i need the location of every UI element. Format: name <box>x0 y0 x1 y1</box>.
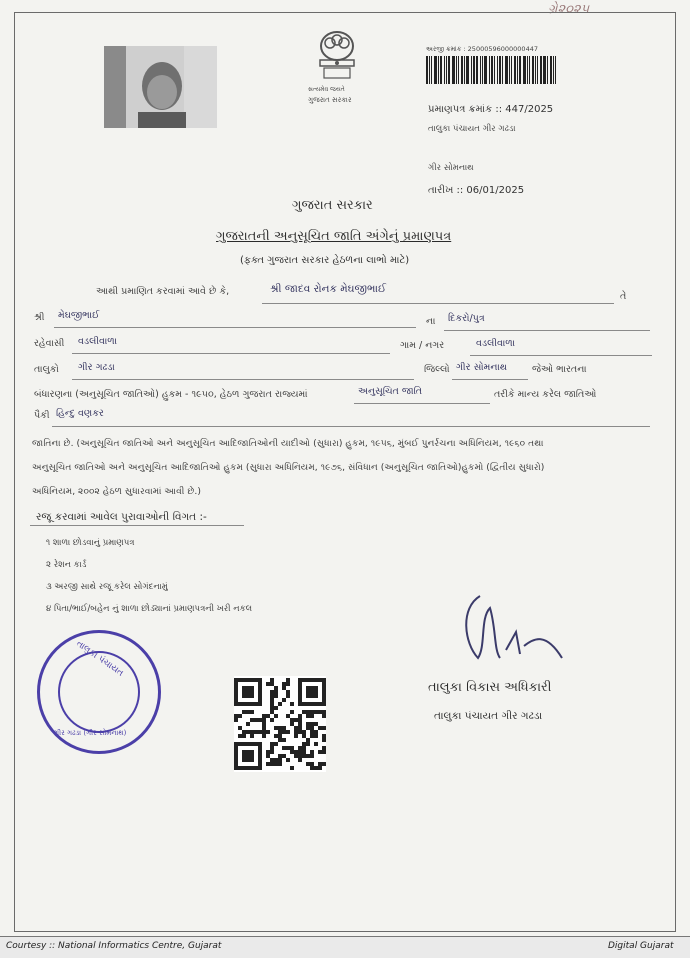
issue-date: તારીખ :: 06/01/2025 <box>428 185 525 196</box>
application-barcode <box>426 56 562 84</box>
relation: દિકરો/પુત્ર <box>448 313 485 324</box>
official-seal <box>37 630 161 754</box>
person-name: શ્રી જાદવ રોનક મેઘજીભાઈ <box>270 283 387 295</box>
caste: હિન્દુ વણકર <box>56 408 104 419</box>
village-underline <box>470 355 652 356</box>
place: ગીર સોમનાથ <box>428 163 474 173</box>
legal-paragraph-line-3: અધિનિયમ, ૨૦૦૨ હેઠળ સુધારવામાં આવી છે.) <box>32 486 201 497</box>
relation-prefix: ના <box>426 316 436 327</box>
officer-title: તાલુકા વિકાસ અધિકારી <box>428 680 552 695</box>
application-number: અરજી ક્રમાંક : 25000596000000447 <box>426 45 538 53</box>
applicant-photo <box>104 46 217 128</box>
legal-paragraph-line-2: અનુસૂચિત જાતિઓ અને અનુસૂચિત આદિજાતિઓ હુકમ (સુધારા અધિનિયમ, ૧૯૭૬, સંવિધાન (અનુસૂચિત જાતિઓ)હુકમો (દ્વિતીય સુધારો) <box>32 462 545 473</box>
evidence-item: ૩ અરજી સાથે રજૂ કરેલ સોગંદનામું <box>46 582 168 592</box>
officer-office: તાલુકા પંચાયત ગીર ગઢડા <box>434 710 543 722</box>
recognized-text: તરીકે માન્ય કરેલ જાતિઓ <box>494 389 597 400</box>
category-underline <box>354 403 490 404</box>
district-value: ગીર સોમનાથ <box>456 362 508 373</box>
village-value: વડલીવાળા <box>476 338 516 349</box>
officer-signature <box>450 588 580 668</box>
evidence-heading-underline <box>30 525 244 526</box>
verification-qr-code <box>234 676 326 772</box>
resident-value: વડલીવાળા <box>78 336 118 347</box>
emblem-caption: ગુજરાત સરકાર <box>308 96 352 104</box>
evidence-heading: રજૂ કરવામાં આવેલ પુરાવાઓની વિગત :- <box>36 511 207 523</box>
resident-underline <box>72 353 390 354</box>
father-name: મેઘજીભાઈ <box>58 310 100 321</box>
district-underline <box>452 379 528 380</box>
village-label: ગામ / નગર <box>400 340 445 351</box>
certificate-subtitle: (ફક્ત ગુજરાત સરકાર હેઠળના લાભો માટે) <box>240 255 410 266</box>
legal-paragraph-line-1: જાતિના છે. (અનુસૂચિત જાતિઓ અને અનુસૂચિત આદિજાતિઓની યાદીઓ (સુધારા) હુકમ, ૧૯૫૬, મુંબઈ પુનર્રચના અધિનિયમ, ૧૯૬૦ તથા <box>32 438 544 449</box>
district-label: જિલ્લો <box>424 364 450 375</box>
emblem-motto: સત્યમેવ જયતે <box>308 86 345 93</box>
caste-prefix: પૈકી <box>34 410 50 421</box>
page-footer <box>0 936 690 958</box>
relation-underline <box>444 330 650 331</box>
caste-underline <box>52 426 650 427</box>
taluka-value: ગીર ગઢડા <box>78 362 115 373</box>
certificate-title: ગુજરાતની અનુસૂચિત જાતિ અંગેનું પ્રમાણપત્ર <box>216 229 452 244</box>
government-title: ગુજરાત સરકાર <box>292 198 373 213</box>
evidence-item: ૧ શાળા છોડવાનું પ્રમાણપત્ર <box>46 538 135 548</box>
state-emblem-icon <box>306 28 368 88</box>
category: અનુસૂચિત જાતિ <box>358 386 423 397</box>
district-suffix: જેઓ ભારતના <box>532 364 587 375</box>
taluka-underline <box>72 379 414 380</box>
name-underline <box>262 303 614 304</box>
issuing-office: તાલુકા પંચાયત ગીર ગઢડા <box>428 124 516 134</box>
footer-brand: Digital Gujarat <box>608 941 674 951</box>
resident-label: રહેવાસી <box>34 338 65 349</box>
corner-annotation: ગ્રે૨૦૨૫ <box>548 2 590 17</box>
order-text: બંધારણના (અનુસૂચિત જાતિઓ) હુકમ - ૧૯૫૦, હેઠળ ગુજરાત રાજ્યમાં <box>34 389 308 400</box>
shri-label: શ્રી <box>34 312 45 323</box>
certify-prefix: આથી પ્રમાણિત કરવામાં આવે છે કે, <box>96 286 230 297</box>
evidence-item: ૨ રેશન કાર્ડ <box>46 560 87 570</box>
father-underline <box>54 327 416 328</box>
evidence-item: ૪ પિતા/ભાઈ/બહેન નું શાળા છોડ્યાનાં પ્રમાણપત્રની ખરી નકલ <box>46 604 253 614</box>
seal-text-top: તાલુકા પંચાયત <box>74 639 126 679</box>
suffix-te: તે <box>620 291 627 302</box>
footer-courtesy: Courtesy :: National Informatics Centre, Gujarat <box>6 941 222 951</box>
taluka-label: તાલુકો <box>34 364 59 375</box>
certificate-number: પ્રમાણપત્ર ક્રમાંક :: 447/2025 <box>428 104 554 115</box>
seal-text-bottom: ગીર ગઢડા (ગીર સોમનાથ) <box>54 729 127 737</box>
